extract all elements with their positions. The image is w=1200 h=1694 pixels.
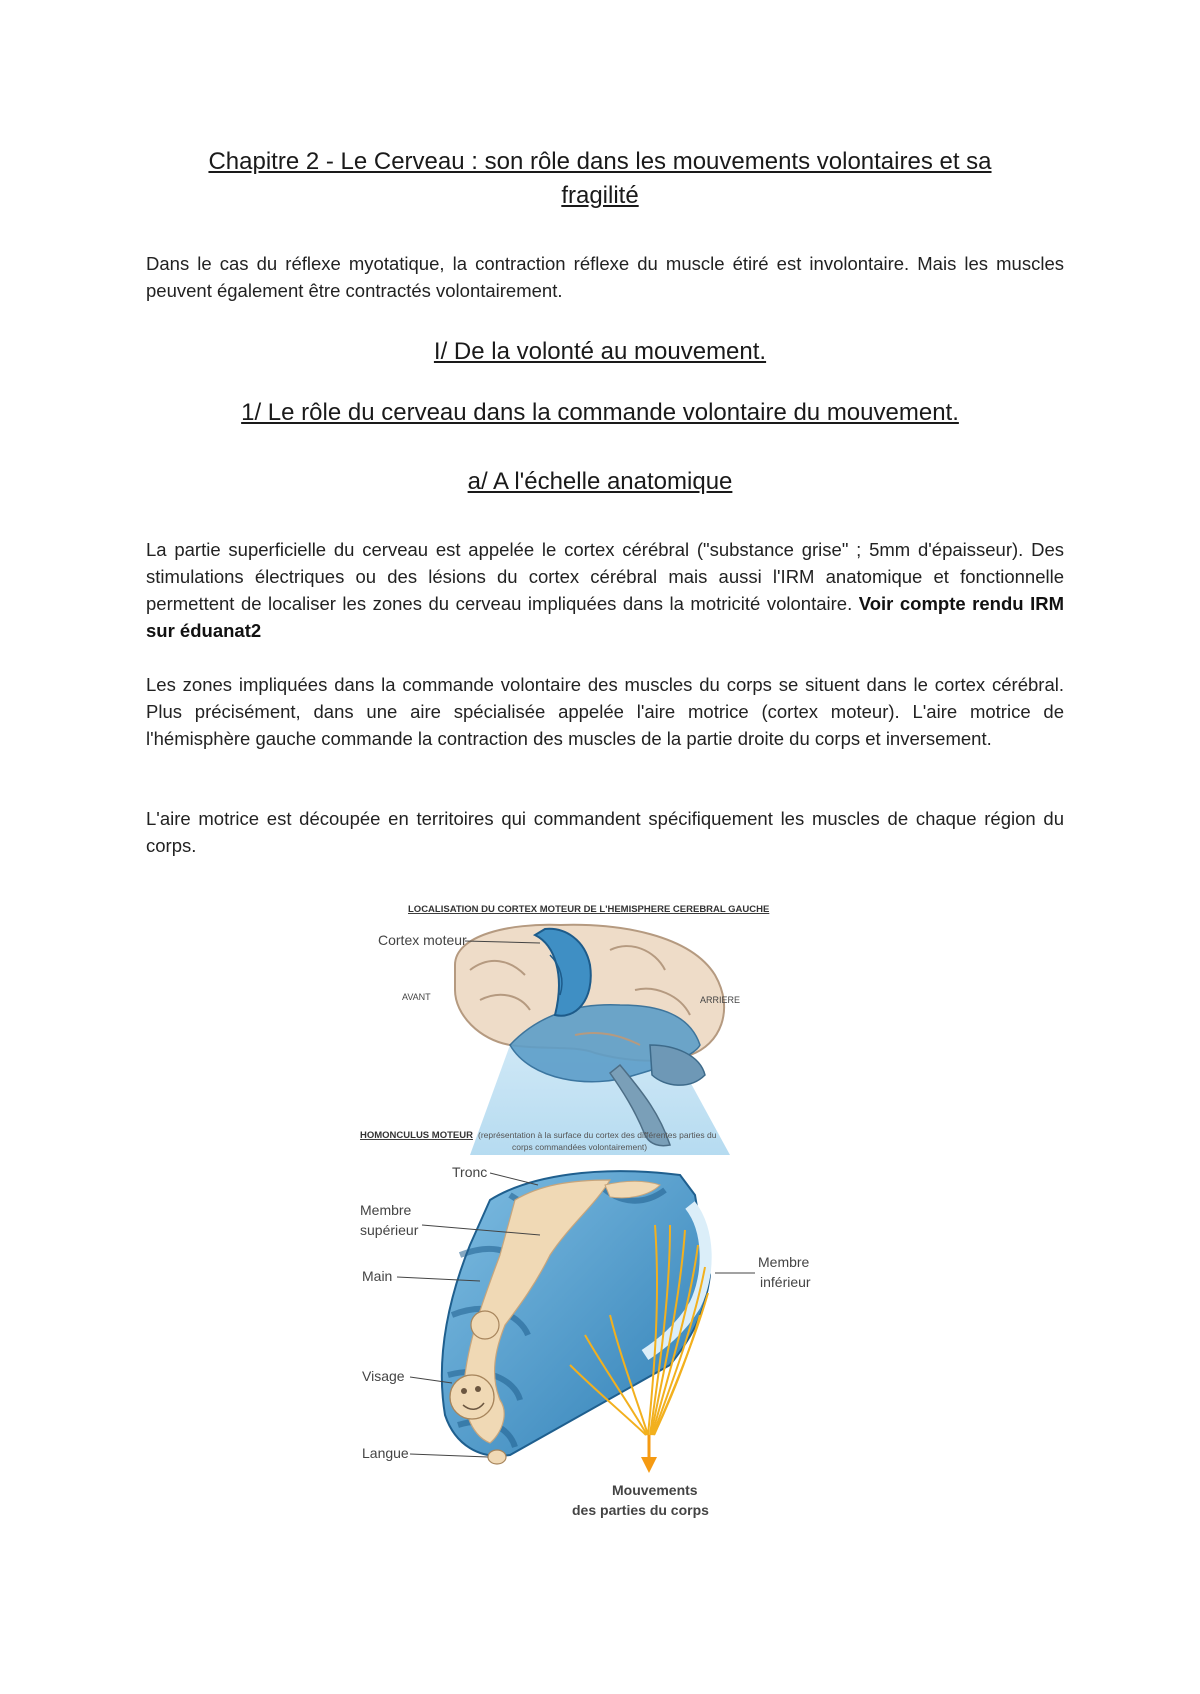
label-mouvements-1: Mouvements [612,1482,698,1498]
leader-langue [410,1454,488,1457]
subsection-heading: 1/ Le rôle du cerveau dans la commande volontaire du mouvement. [241,399,959,426]
territoires-paragraph: L'aire motrice est découpée en territoires qui commandent spécifiquement les muscles de chaque région du corps. [146,808,1064,856]
figure-title: LOCALISATION DU CORTEX MOTEUR DE L'HEMISPHERE CEREBRAL GAUCHE [408,904,770,915]
movement-arrow-head [641,1457,657,1473]
cortex-section-illustration [442,1171,710,1464]
label-membre-superieur-2: supérieur [360,1222,419,1238]
label-langue: Langue [362,1445,409,1461]
homunculus-description-1: (représentation à la surface du cortex des différentes parties du [478,1130,717,1140]
zones-paragraph: Les zones impliquées dans la commande volontaire des muscles du corps se situent dans le cortex cérébral. Plus précisément, dans une aire spécialisée appelée l'aire motrice (cortex moteur). L'aire motrice de l'hémisphère gauche commande la contraction des muscles de la partie droite du corps et inversement. [146,674,1064,749]
irm-report-note: Voir compte rendu IRM sur éduanat2 [146,593,1064,641]
homunculus-title: HOMONCULUS MOTEUR [360,1130,473,1141]
cortex-paragraph-text: La partie superficielle du cerveau est appelée le cortex cérébral ("substance grise" ; 5mm d'épaisseur). Des stimulations électriques ou des lésions du cortex cérébral mais aussi l'IRM anatomique et fonctionnelle permettent de localiser les zones du cerveau impliquées dans la motricité volontaire. [146,539,1064,614]
motor-cortex-figure [360,895,840,1520]
homunculus-description-2: corps commandées volontairement) [512,1142,648,1152]
label-cortex-moteur: Cortex moteur [378,932,467,948]
label-main: Main [362,1268,393,1284]
label-membre-inferieur-2: inférieur [760,1274,811,1290]
label-avant: AVANT [402,992,431,1002]
cortex-paragraph [146,536,1064,644]
label-mouvements-2: des parties du corps [572,1502,709,1518]
label-tronc: Tronc [452,1164,488,1180]
chapter-title [140,145,1060,213]
chapter-title-line1: Chapitre 2 - Le Cerveau : son rôle dans les mouvements volontaires et sa [208,148,992,175]
subsubsection-heading: a/ A l'échelle anatomique [467,468,733,495]
label-arriere: ARRIERE [700,995,741,1005]
label-membre-inferieur-1: Membre [758,1254,810,1270]
label-visage: Visage [362,1368,405,1384]
section-heading: I/ De la volonté au mouvement. [433,338,767,365]
intro-paragraph: Dans le cas du réflexe myotatique, la contraction réflexe du muscle étiré est involontaire. Mais les muscles peuvent également être contractés volontairement. [146,253,1064,301]
label-membre-superieur-1: Membre [360,1202,412,1218]
leader-tronc [490,1173,538,1185]
chapter-title-line2: fragilité [561,182,639,209]
